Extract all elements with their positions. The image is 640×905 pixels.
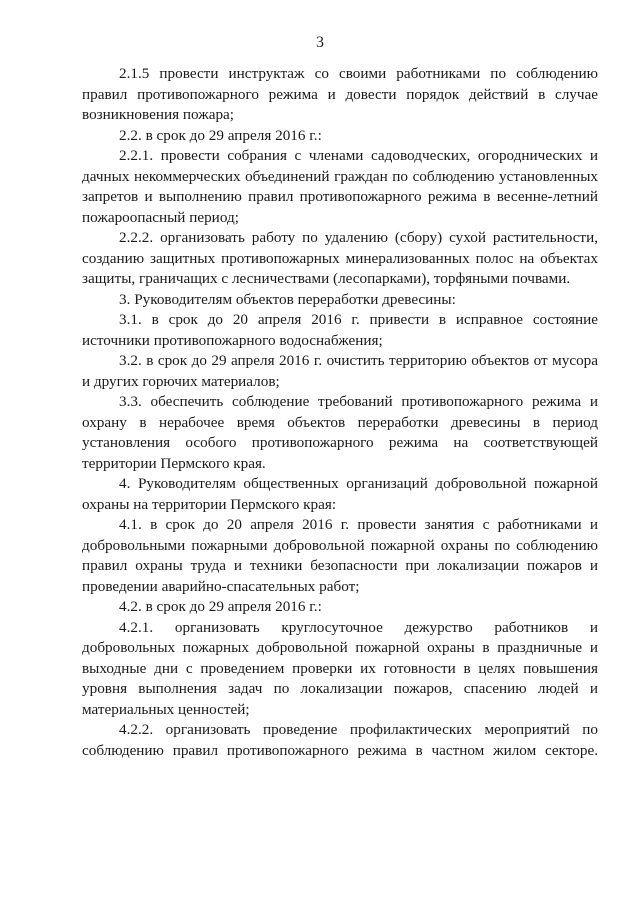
paragraph-2-1-5: 2.1.5 провести инструктаж со своими работниками по соблюдению правил противопожарного режима и довести порядок действий в случае возникновения пожара; bbox=[82, 65, 598, 123]
paragraph-4-1: 4.1. в срок до 20 апреля 2016 г. провести занятия с работниками и добровольными пожарными добровольной пожарной охраны по соблюдению правил охраны труда и техники безопасности при локализации пожаров и проведении аварийно-спасательных работ; bbox=[82, 516, 598, 595]
document-body bbox=[82, 64, 598, 761]
paragraph-2-2-2: 2.2.2. организовать работу по удалению (сбору) сухой растительности, созданию защитных противопожарных минерализованных полос на объектах защиты, граничащих с лесничествами (лесопарками), торфяными почвами. bbox=[82, 229, 598, 287]
paragraph-4-2: 4.2. в срок до 29 апреля 2016 г.: bbox=[119, 598, 322, 615]
paragraph-3-2: 3.2. в срок до 29 апреля 2016 г. очистить территорию объектов от мусора и других горючих материалов; bbox=[82, 352, 598, 390]
page-number: 3 bbox=[316, 34, 324, 51]
paragraph-3-1: 3.1. в срок до 20 апреля 2016 г. привести в исправное состояние источники противопожарного водоснабжения; bbox=[82, 311, 598, 349]
paragraph-4-2-1: 4.2.1. организовать круглосуточное дежурство работников и добровольных пожарных добровольной пожарной охраны в праздничные и выходные дни с проведением проверки их готовности в целях повышения уровня выполнения задач по локализации пожаров, спасению людей и материальных ценностей; bbox=[82, 618, 598, 718]
paragraph-2-2-1: 2.2.1. провести собрания с членами садоводческих, огороднических и дачных некоммерческих объединений граждан по соблюдению установленных запретов и выполнению правил противопожарного режима в весенне-летний пожароопасный период; bbox=[82, 147, 598, 226]
paragraph-2-2: 2.2. в срок до 29 апреля 2016 г.: bbox=[119, 126, 322, 144]
paragraph-4-2-2: 4.2.2. организовать проведение профилактических мероприятий по соблюдению правил противопожарного режима в частном жилом секторе. bbox=[82, 721, 598, 759]
paragraph-3: 3. Руководителям объектов переработки древесины: bbox=[119, 290, 456, 308]
paragraph-4: 4. Руководителям общественных организаций добровольной пожарной охраны на территории Пермского края: bbox=[82, 475, 598, 513]
paragraph-3-3: 3.3. обеспечить соблюдение требований противопожарного режима и охрану в нерабочее время объектов переработки древесины в период установления особого противопожарного режима на соответствующей территории Пермского края. bbox=[82, 393, 598, 472]
